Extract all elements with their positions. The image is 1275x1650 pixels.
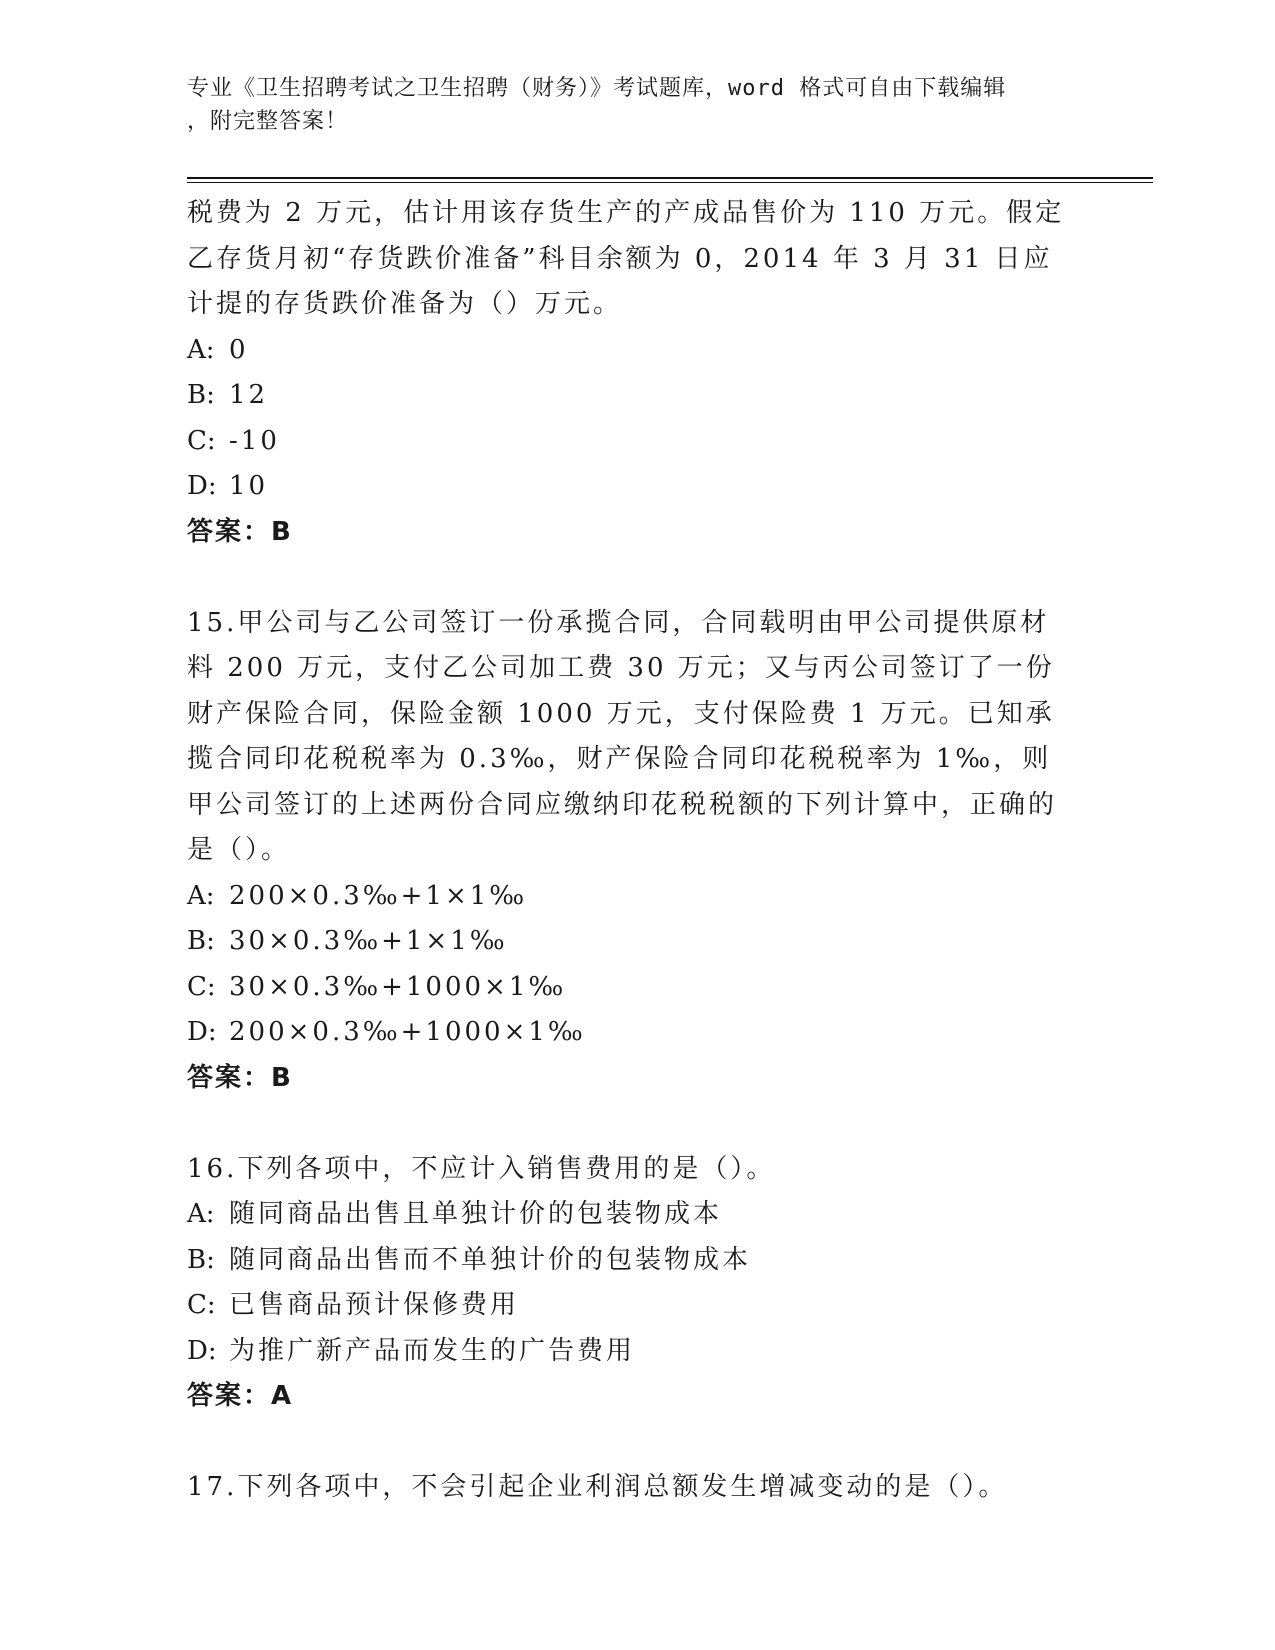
option-label: C: [187,1290,216,1320]
question-continued [187,191,1077,555]
option-c [187,419,1077,465]
option-a [187,1192,1077,1238]
option-label: C: [187,971,216,1002]
option-c [187,965,1077,1011]
option-label: A: [187,880,215,911]
option-text: 为推广新产品而发生的广告费用 [229,1335,636,1366]
header-rule-thick [187,177,1153,179]
question-17 [187,1465,1077,1511]
document-body [187,191,1077,1511]
option-b [187,1238,1077,1284]
option-label: D: [187,1335,217,1366]
option-text: 12 [229,380,269,410]
option-text: 10 [229,471,269,501]
question-text: 税费为 2 万元，估计用该存货生产的产成品售价为 110 万元。假定乙存货月初“存货跌价准备”科目余额为 0，2014 年 3 月 31 日应计提的存货跌价准备为（）万元。 [187,198,1065,319]
answer-line: 答案：A [187,1381,294,1411]
option-c [187,1283,1077,1329]
question-16 [187,1147,1077,1420]
header-rule-thin [187,182,1153,183]
option-label: A: [187,334,215,365]
option-text: 30×0.3‰+1000×1‰ [229,971,567,1002]
option-label: C: [187,425,216,456]
option-d [187,464,1077,510]
question-15 [187,601,1077,1102]
option-text: 30×0.3‰+1×1‰ [229,926,508,956]
spacer [187,555,1077,601]
option-text: 随同商品出售而不单独计价的包装物成本 [229,1244,752,1275]
option-label: B: [187,926,215,956]
answer-line: 答案：B [187,1062,293,1093]
question-text: 15.甲公司与乙公司签订一份承揽合同，合同载明由甲公司提供原材料 200 万元，支付乙公司加工费 30 万元；又与丙公司签订了一份财产保险合同，保险金额 1000 万元，支付保险费 1 万元。已知承揽合同印花税税率为 0.3‰，财产保险合同印花税税率为 1‰，则甲公司签订的上述两份合同应缴纳印花税税额的下列计算中，正确的是（）。 [187,607,1058,865]
header-line-2: ，附完整答案！ [187,109,349,134]
option-b [187,373,1077,419]
answer-line: 答案：B [187,516,293,547]
option-label: B: [187,1244,215,1275]
option-b [187,919,1077,965]
option-a [187,874,1077,920]
spacer [187,1420,1077,1466]
page-header [187,72,1087,138]
option-label: B: [187,380,215,410]
option-text: -10 [229,425,280,456]
option-text: 200×0.3‰+1000×1‰ [229,1017,586,1047]
option-text: 已售商品预计保修费用 [229,1290,520,1320]
option-text: 0 [229,334,249,365]
option-d [187,1010,1077,1056]
option-label: A: [187,1199,215,1229]
option-text: 随同商品出售且单独计价的包装物成本 [229,1199,723,1229]
option-d [187,1329,1077,1375]
option-label: D: [187,471,217,501]
question-text: 17.下列各项中，不会引起企业利润总额发生增减变动的是（）。 [187,1472,1008,1502]
option-text: 200×0.3‰+1×1‰ [229,880,528,911]
spacer [187,1101,1077,1147]
question-text: 16.下列各项中，不应计入销售费用的是（）。 [187,1153,776,1184]
option-a [187,328,1077,374]
option-label: D: [187,1017,217,1047]
header-line-1: 专业《卫生招聘考试之卫生招聘（财务）》考试题库，word 格式可自由下载编辑 [187,76,1007,101]
